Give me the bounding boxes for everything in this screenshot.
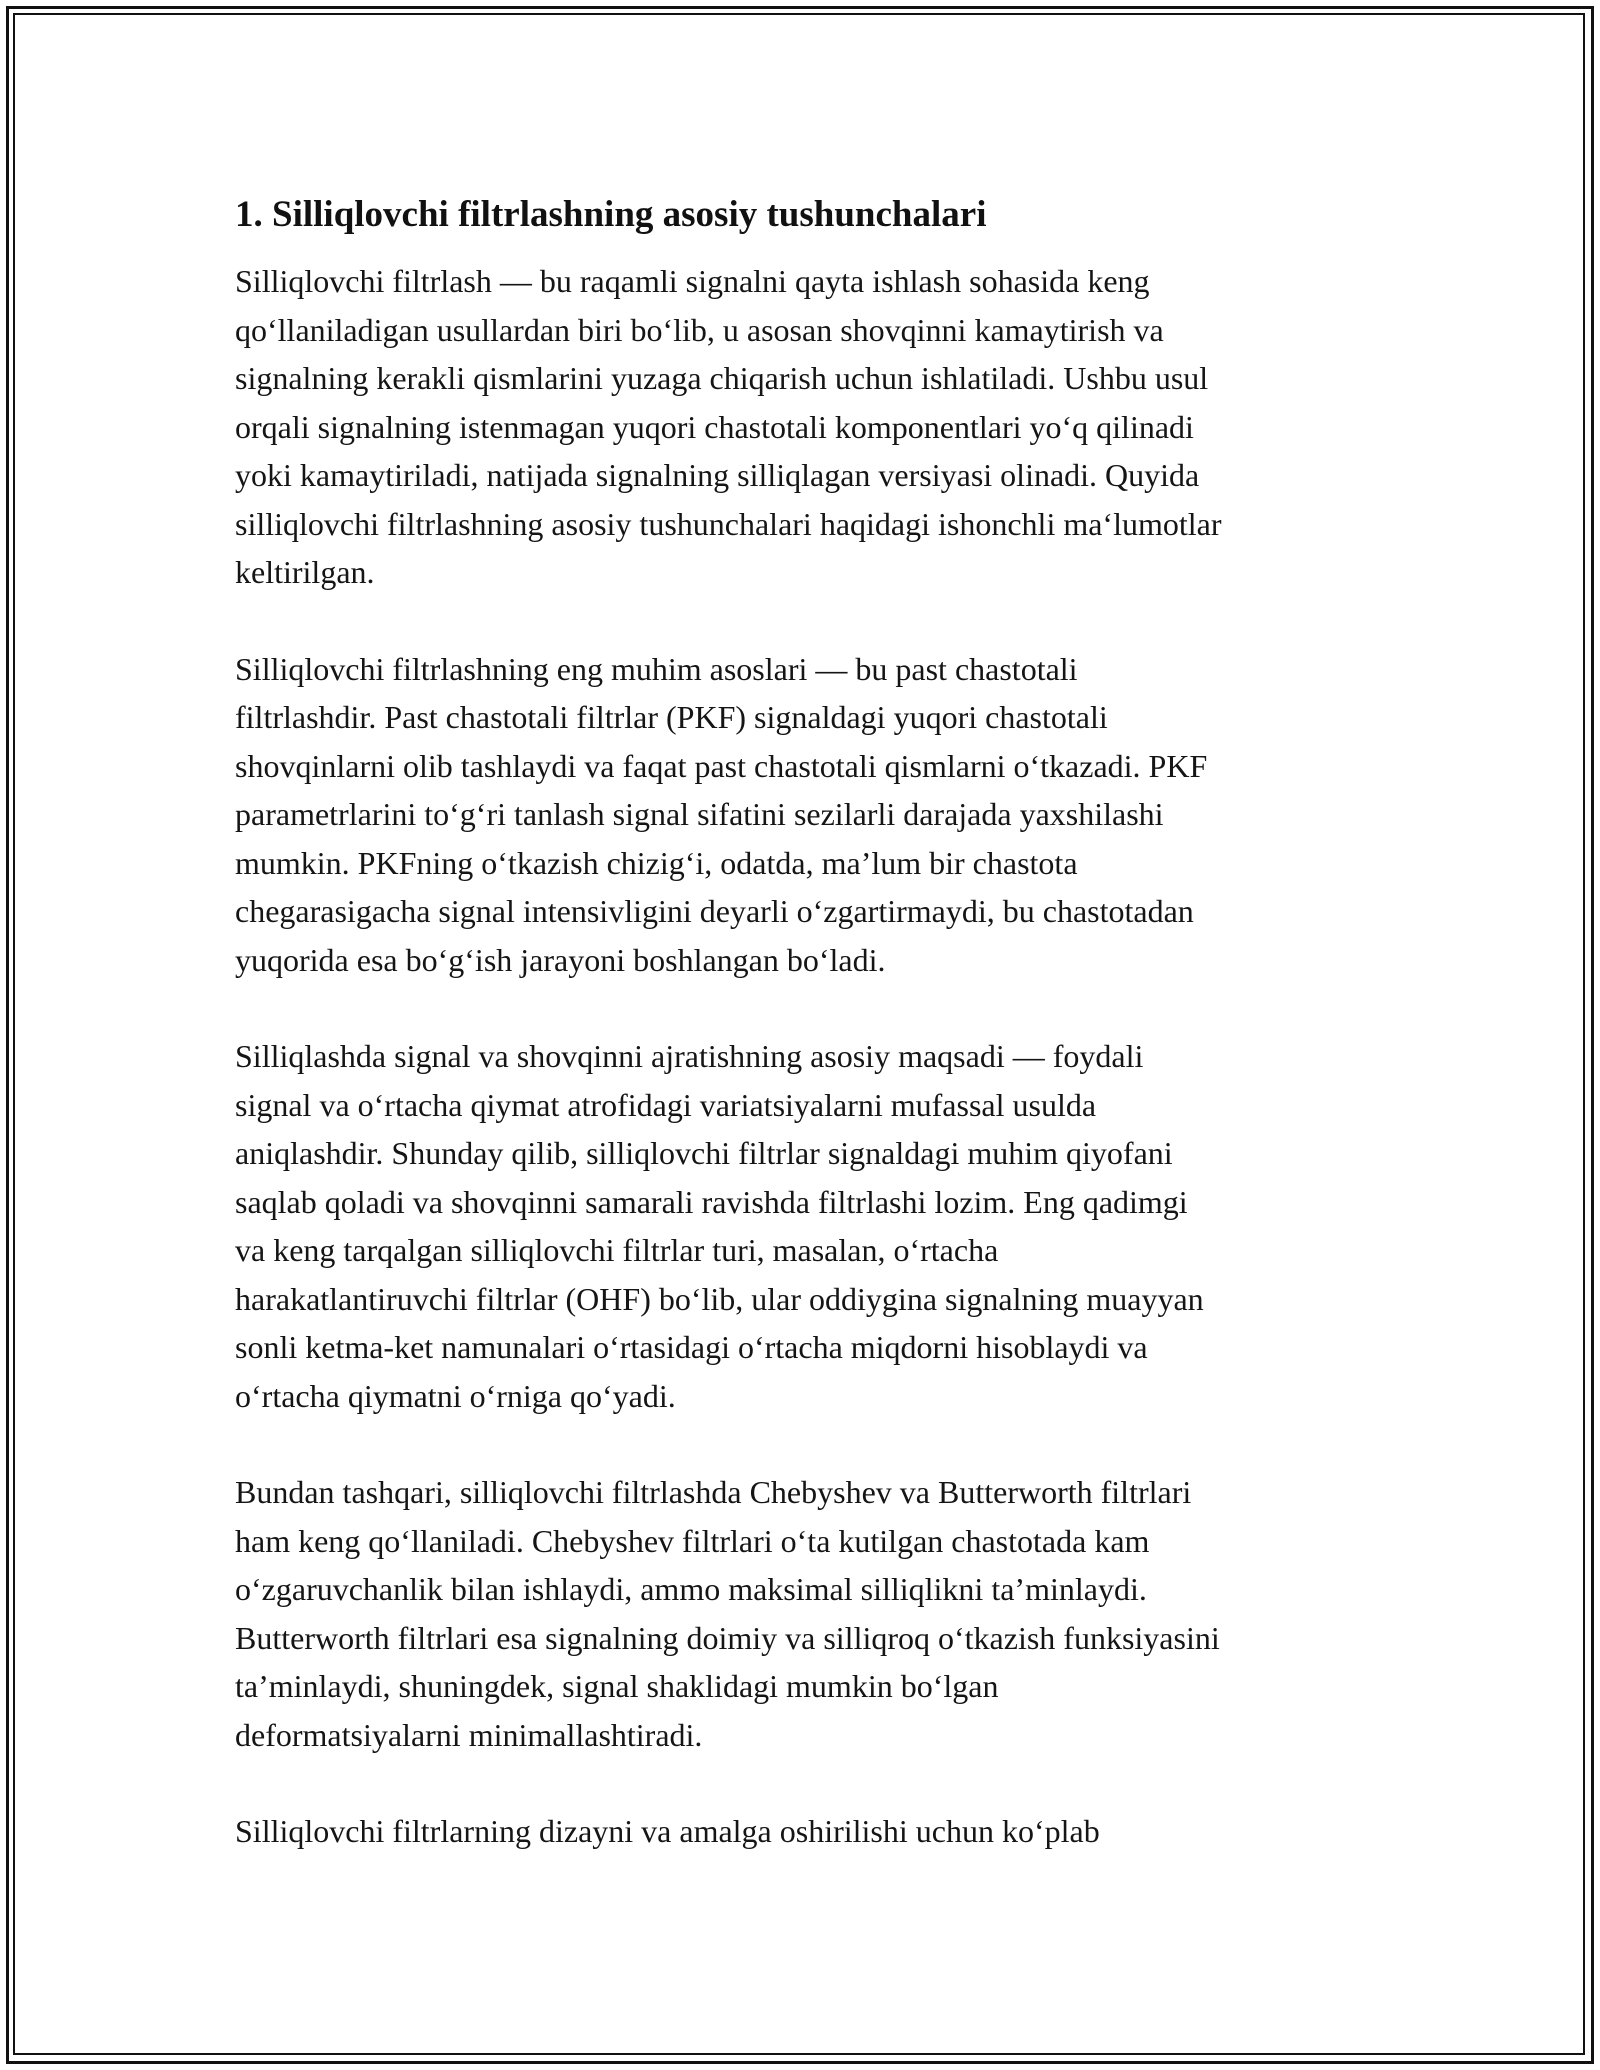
text-line: qo‘llaniladigan usullardan biri bo‘lib, u asosan shovqinni kamaytirish va bbox=[235, 311, 1164, 348]
text-line: ta’minlaydi, shuningdek, signal shaklidagi mumkin bo‘lgan bbox=[235, 1668, 999, 1704]
text-line: Silliqlashda signal va shovqinni ajratishning asosiy maqsadi — foydali bbox=[235, 1038, 1144, 1074]
text-line: aniqlashdir. Shunday qilib, silliqlovchi filtrlar signaldagi muhim qiyofani bbox=[235, 1135, 1173, 1171]
paragraph-1 bbox=[235, 257, 1375, 597]
text-line: orqali signalning istenmagan yuqori chastotali komponentlari yo‘q qilinadi bbox=[235, 408, 1194, 445]
text-line: signalning kerakli qismlarini yuzaga chiqarish uchun ishlatiladi. Ushbu usul bbox=[235, 360, 1209, 396]
document-body bbox=[235, 185, 1375, 1904]
text-line: deformatsiyalarni minimallashtiradi. bbox=[235, 1716, 703, 1753]
text-line: sonli ketma-ket namunalari o‘rtasidagi o‘rtacha miqdorni hisoblaydi va bbox=[235, 1329, 1148, 1365]
text-line: va keng tarqalgan silliqlovchi filtrlar turi, masalan, o‘rtacha bbox=[235, 1232, 999, 1268]
text-line: harakatlantiruvchi filtrlar (OHF) bo‘lib, ular oddiygina signalning muayyan bbox=[235, 1280, 1204, 1317]
text-line: Silliqlovchi filtrlashning eng muhim asoslari — bu past chastotali bbox=[235, 650, 1078, 687]
text-line: keltirilgan. bbox=[235, 554, 375, 590]
text-line: o‘rtacha qiymatni o‘rniga qo‘yadi. bbox=[235, 1377, 676, 1414]
text-line: Silliqlovchi filtrlash — bu raqamli signalni qayta ishlash sohasida keng bbox=[235, 263, 1150, 299]
text-line: Butterworth filtrlari esa signalning doimiy va silliqroq o‘tkazish funksiyasini bbox=[235, 1619, 1220, 1656]
section-heading: 1. Silliqlovchi filtrlashning asosiy tushunchalari bbox=[235, 194, 987, 235]
text-line: saqlab qoladi va shovqinni samarali ravishda filtrlashi lozim. Eng qadimgi bbox=[235, 1183, 1188, 1220]
text-line: parametrlarini to‘g‘ri tanlash signal sifatini sezilarli darajada yaxshilashi bbox=[235, 796, 1164, 832]
text-line: o‘zgaruvchanlik bilan ishlaydi, ammo maksimal silliqlikni ta’minlaydi. bbox=[235, 1571, 1147, 1607]
paragraph-3 bbox=[235, 1032, 1375, 1420]
text-line: ham keng qo‘llaniladi. Chebyshev filtrlari o‘ta kutilgan chastotada kam bbox=[235, 1522, 1150, 1559]
text-line: chegarasigacha signal intensivligini deyarli o‘zgartirmaydi, bu chastotadan bbox=[235, 893, 1194, 929]
paragraph-4 bbox=[235, 1468, 1375, 1759]
paragraph-5 bbox=[235, 1807, 1375, 1856]
text-line: yoki kamaytiriladi, natijada signalning silliqlagan versiyasi olinadi. Quyida bbox=[235, 457, 1200, 493]
text-line: Bundan tashqari, silliqlovchi filtrlashda Chebyshev va Butterworth filtrlari bbox=[235, 1474, 1192, 1510]
text-line: yuqorida esa bo‘g‘ish jarayoni boshlangan bo‘ladi. bbox=[235, 941, 886, 978]
text-line: signal va o‘rtacha qiymat atrofidagi variatsiyalarni mufassal usulda bbox=[235, 1086, 1097, 1123]
text-line: filtrlashdir. Past chastotali filtrlar (PKF) signaldagi yuqori chastotali bbox=[235, 699, 1108, 735]
text-line: shovqinlarni olib tashlaydi va faqat past chastotali qismlarni o‘tkazadi. PKF bbox=[235, 747, 1208, 784]
text-line: silliqlovchi filtrlashning asosiy tushunchalari haqidagi ishonchli ma‘lumotlar bbox=[235, 505, 1222, 542]
text-line: mumkin. PKFning o‘tkazish chizig‘i, odatda, ma’lum bir chastota bbox=[235, 844, 1078, 881]
paragraph-2 bbox=[235, 645, 1375, 985]
text-line: Silliqlovchi filtrlarning dizayni va amalga oshirilishi uchun ko‘plab bbox=[235, 1813, 1100, 1849]
